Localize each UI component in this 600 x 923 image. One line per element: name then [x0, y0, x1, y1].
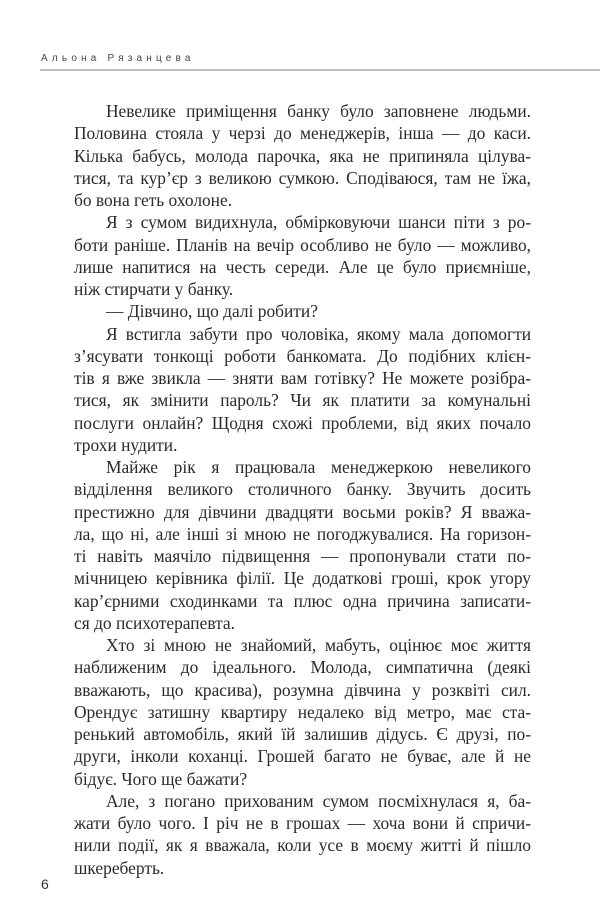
- text-line: бідує. Чого ще бажати?: [74, 768, 248, 789]
- text-line: Орендує затишну квартиру недалеко від метро, має ста-: [74, 701, 531, 722]
- text-line: други, інколи коханці. Грошей багато не буває, але й не: [74, 746, 531, 767]
- text-line: Кілька бабусь, молода парочка, яка не припиняла цілува-: [74, 145, 531, 166]
- text-line: послуги онлайн? Щодня схожі проблеми, від яких почало: [74, 412, 531, 433]
- text-line: лише напитися на честь середи. Але це було приємніше,: [74, 256, 531, 277]
- text-line: відділення великого столичного банку. Звучить досить: [74, 479, 531, 500]
- text-line: Половина стояла у черзі до менеджерів, інша — до каси.: [74, 123, 531, 144]
- text-line: — Дівчино, що далі робити?: [106, 301, 318, 322]
- paragraph: [74, 634, 531, 790]
- text-line: з’ясувати тонкощі роботи банкомата. До подібних клієн-: [74, 345, 531, 366]
- paragraph: [74, 790, 531, 879]
- text-line: нили події, як я вважала, коли усе в моєму житті й пішло: [74, 835, 531, 856]
- text-line: Майже рік я працювала менеджеркою невеликого: [106, 457, 531, 477]
- text-line: кар’єрними сходинками та плюс одна причина записати-: [74, 590, 531, 611]
- text-line: тів я вже звикла — зняти вам готівку? Не можете розібра-: [74, 368, 531, 388]
- text-line: шкереберть.: [74, 857, 165, 878]
- text-line: вважають, що красива), розумна дівчина у розквіті сил.: [74, 679, 531, 700]
- text-line: ніж стирчати у банку.: [74, 279, 234, 299]
- text-line: бо вона геть охолоне.: [74, 190, 233, 210]
- text-line: ренький автомобіль, який їй залишив дідусь. Є друзі, по-: [74, 724, 531, 744]
- text-line: мічницею керівника філії. Це додаткові гроші, крок угору: [74, 568, 531, 589]
- paragraph: [74, 456, 531, 634]
- text-line: ся до психотерапевта.: [74, 612, 235, 633]
- text-line: тися, як змінити пароль? Чи як платити за комунальні: [74, 390, 531, 411]
- text-line: трохи нудити.: [74, 434, 178, 455]
- body-text: [74, 100, 531, 879]
- text-line: Я встигла забути про чоловіка, якому мала допомогти: [106, 323, 531, 344]
- text-line: боти раніше. Планів на вечір особливо не було — можливо,: [74, 234, 531, 255]
- paragraph: [74, 300, 531, 322]
- paragraph: [74, 100, 531, 211]
- paragraph: [74, 211, 531, 300]
- text-line: ті навіть маячіло підвищення — пропонували стати по-: [74, 546, 531, 566]
- text-line: Невелике приміщення банку було заповнене людьми.: [106, 101, 531, 121]
- text-line: жати було чого. І річ не в грошах — хоча вони й спричи-: [74, 813, 531, 833]
- text-line: наближеним до ідеального. Молода, симпатична (деякі: [74, 657, 531, 678]
- text-line: Я з сумом видихнула, обмірковуючи шанси піти з ро-: [106, 212, 531, 233]
- text-line: тися, та кур’єр з великою сумкою. Сподіваюся, там не їжа,: [74, 167, 531, 188]
- text-line: Але, з погано прихованим сумом посміхнулася я, ба-: [106, 790, 531, 811]
- running-head-author: Альона Рязанцева: [41, 53, 195, 64]
- text-line: ла, що ні, але інші зі мною не погоджувалися. На горизон-: [74, 523, 531, 544]
- paragraph: [74, 323, 531, 457]
- header-rule: [40, 69, 600, 71]
- text-line: престижно для дівчини двадцяти восьми років? Я вважа-: [74, 501, 531, 522]
- page-number: 6: [41, 876, 49, 892]
- text-line: Хто зі мною не знайомий, мабуть, оцінює моє життя: [106, 635, 531, 655]
